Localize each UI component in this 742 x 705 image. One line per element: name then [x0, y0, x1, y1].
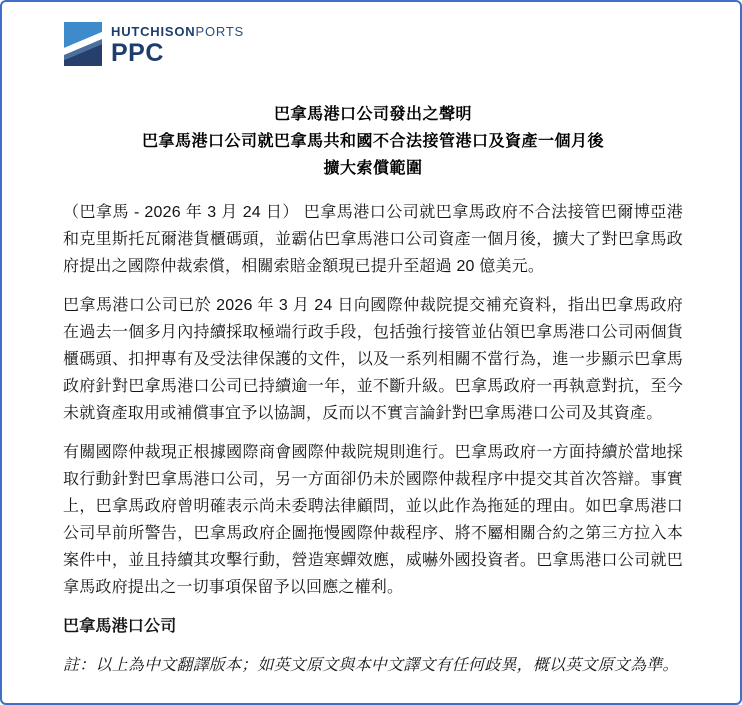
brand-hutchison-text: HUTCHISON	[111, 24, 196, 39]
brand-ppc-text: PPC	[111, 39, 164, 67]
hutchison-ports-ppc-logo	[64, 22, 244, 66]
translation-note: 註：以上為中文翻譯版本；如英文原文與本中文譯文有任何歧異，概以英文原文為準。	[63, 657, 679, 674]
statement-title-line-2: 巴拿馬港口公司就巴拿馬共和國不合法接管港口及資產一個月後	[141, 133, 604, 150]
statement-title-line-1: 巴拿馬港口公司發出之聲明	[273, 106, 472, 123]
statement-body	[63, 199, 683, 679]
brand-line	[111, 25, 244, 38]
statement-paragraph-2: 巴拿馬港口公司已於 2026 年 3 月 24 日向國際仲裁院提交補充資料，指出巴拿馬政府在過去一個多月內持續採取極端行政手段，包括強行接管並佔領巴拿馬港口公司兩個貨櫃碼頭、扣押專有及受法律保護的文件，以及一系列相關不當行為，進一步顯示巴拿馬政府針對巴拿馬港口公司已持續逾一年，並不斷升級。巴拿馬政府一再執意對抗，至今未就資產取用或補償事宜予以協調，反而以不實言論針對巴拿馬港口公司及其資產。	[63, 297, 683, 422]
statement-content	[63, 101, 683, 691]
hutchison-ports-flag-icon	[64, 22, 102, 66]
statement-paragraph-1: （巴拿馬 - 2026 年 3 月 24 日） 巴拿馬港口公司就巴拿馬政府不合法接管巴爾博亞港和克里斯托瓦爾港貨櫃碼頭，並霸佔巴拿馬港口公司資產一個月後，擴大了對巴拿馬政府提出之國際仲裁索償，相關索賠金額現已提升至超過 20 億美元。	[63, 204, 683, 275]
statement-paragraph-3: 有關國際仲裁現正根據國際商會國際仲裁院規則進行。巴拿馬政府一方面持續於當地採取行動針對巴拿馬港口公司，另一方面卻仍未於國際仲裁程序中提交其首次答辯。事實上，巴拿馬政府曾明確表示尚未委聘法律顧問，並以此作為拖延的理由。如巴拿馬港口公司早前所警告，巴拿馬政府企圖拖慢國際仲裁程序、將不屬相關合約之第三方拉入本案件中，並且持續其攻擊行動，營造寒蟬效應，威嚇外國投資者。巴拿馬港口公司就巴拿馬政府提出之一切事項保留予以回應之權利。	[63, 444, 683, 596]
statement-title-line-3: 擴大索償範圍	[323, 160, 423, 177]
logo-wordmark	[111, 25, 244, 66]
statement-title	[63, 101, 683, 182]
brand-ports-text: PORTS	[195, 24, 245, 39]
signature-company-name: 巴拿馬港口公司	[63, 618, 177, 635]
